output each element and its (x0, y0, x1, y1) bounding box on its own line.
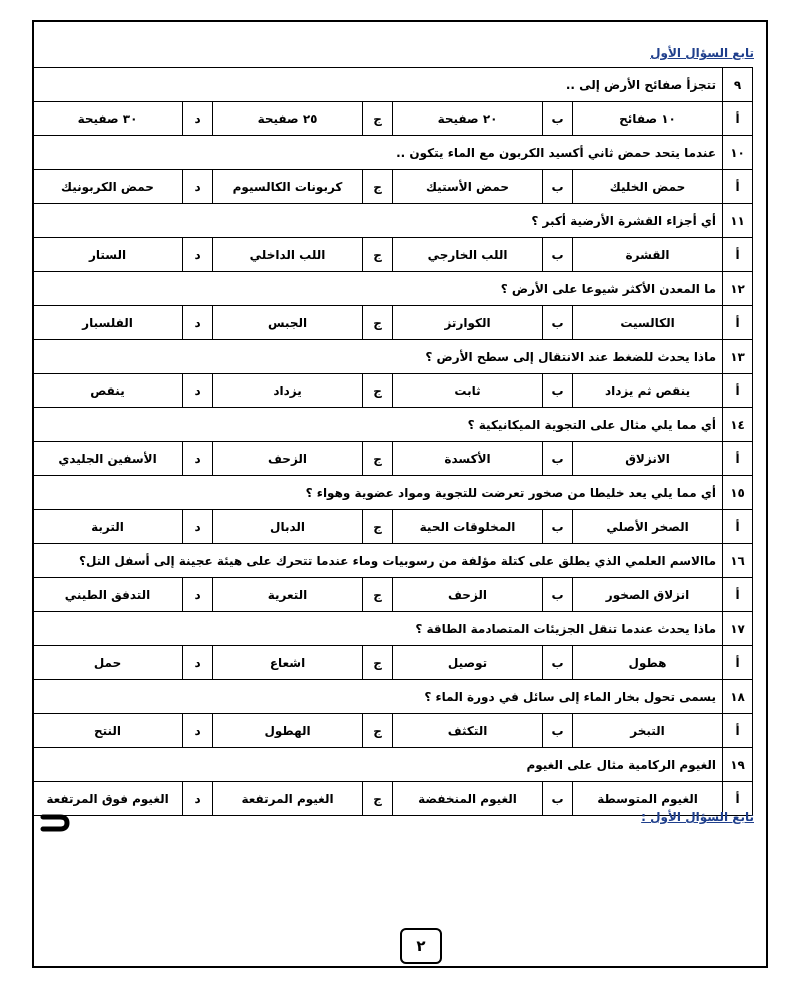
question-number: ١٦ (723, 544, 753, 578)
questions-table (32, 67, 753, 816)
question-number: ١٧ (723, 612, 753, 646)
option-letter-d: د (183, 238, 213, 272)
question-row (33, 544, 753, 578)
question-text: ماذا يحدث للضغط عند الانتقال إلى سطح الأرض ؟ (33, 340, 723, 374)
option-letter-c: ج (363, 238, 393, 272)
option-b: ٢٠ صفيحة (393, 102, 543, 136)
option-a: حمض الخليك (573, 170, 723, 204)
option-letter-b: ب (543, 306, 573, 340)
option-d: الفلسبار (33, 306, 183, 340)
question-row (33, 272, 753, 306)
option-letter-d: د (183, 510, 213, 544)
option-letter-c: ج (363, 374, 393, 408)
question-number: ١٠ (723, 136, 753, 170)
option-letter-d: د (183, 306, 213, 340)
answers-row (33, 374, 753, 408)
option-d: ينقص (33, 374, 183, 408)
option-b: المخلوقات الحية (393, 510, 543, 544)
question-text: أي أجزاء القشرة الأرضية أكبر ؟ (33, 204, 723, 238)
option-d: الغيوم فوق المرتفعة (33, 782, 183, 816)
answers-row (33, 238, 753, 272)
option-letter-c: ج (363, 510, 393, 544)
answers-row (33, 306, 753, 340)
option-a: هطول (573, 646, 723, 680)
question-row (33, 204, 753, 238)
option-a: الكالسيت (573, 306, 723, 340)
option-b: اللب الخارجي (393, 238, 543, 272)
option-a: ينقص ثم يزداد (573, 374, 723, 408)
answers-row (33, 646, 753, 680)
option-d: الستار (33, 238, 183, 272)
answers-row (33, 510, 753, 544)
option-d: التدفق الطيني (33, 578, 183, 612)
option-d: التربة (33, 510, 183, 544)
option-a: التبخر (573, 714, 723, 748)
question-number: ١٢ (723, 272, 753, 306)
option-letter-b: ب (543, 578, 573, 612)
option-b: الأكسدة (393, 442, 543, 476)
option-c: الدبال (213, 510, 363, 544)
option-c: اشعاع (213, 646, 363, 680)
option-letter-b: ب (543, 782, 573, 816)
option-letter-d: د (183, 578, 213, 612)
option-b: الزحف (393, 578, 543, 612)
question-row (33, 680, 753, 714)
question-text: تتجزأ صفائح الأرض إلى .. (33, 68, 723, 102)
option-d: حمل (33, 646, 183, 680)
option-a: انزلاق الصخور (573, 578, 723, 612)
continuation-heading-bottom: تابع السؤال الأول : (641, 810, 754, 824)
question-text: أي مما يلي مثال على التجوية الميكانيكية ؟ (33, 408, 723, 442)
continuation-heading-top: تابع السؤال الأول (650, 46, 754, 60)
option-a: الغيوم المتوسطة (573, 782, 723, 816)
option-a: الصخر الأصلي (573, 510, 723, 544)
option-letter-a: أ (723, 374, 753, 408)
option-c: الهطول (213, 714, 363, 748)
option-letter-a: أ (723, 578, 753, 612)
question-row (33, 476, 753, 510)
option-letter-d: د (183, 374, 213, 408)
page-number: ٢ (400, 928, 442, 964)
answers-row (33, 442, 753, 476)
option-b: حمض الأستيك (393, 170, 543, 204)
option-letter-c: ج (363, 170, 393, 204)
option-letter-d: د (183, 170, 213, 204)
question-text: ما المعدن الأكثر شيوعا على الأرض ؟ (33, 272, 723, 306)
answers-row (33, 170, 753, 204)
option-letter-a: أ (723, 782, 753, 816)
question-text: ماالاسم العلمي الذي يطلق على كتلة مؤلفة من رسوبيات وماء عندما تتحرك على هيئة عجينة إلى أسفل التل؟ (33, 544, 723, 578)
question-number: ١٨ (723, 680, 753, 714)
option-letter-b: ب (543, 442, 573, 476)
question-row (33, 408, 753, 442)
option-c: الجبس (213, 306, 363, 340)
question-number: ١٩ (723, 748, 753, 782)
option-a: ١٠ صفائح (573, 102, 723, 136)
option-letter-c: ج (363, 578, 393, 612)
option-letter-a: أ (723, 510, 753, 544)
question-text: ماذا يحدث عندما تنقل الجزيئات المتصادمة الطاقة ؟ (33, 612, 723, 646)
option-c: الغيوم المرتفعة (213, 782, 363, 816)
option-letter-b: ب (543, 510, 573, 544)
option-a: الانزلاق (573, 442, 723, 476)
option-c: كربونات الكالسيوم (213, 170, 363, 204)
option-d: حمض الكربونيك (33, 170, 183, 204)
question-text: الغيوم الركامية مثال على الغيوم (33, 748, 723, 782)
option-letter-b: ب (543, 374, 573, 408)
option-b: الغيوم المنخفضة (393, 782, 543, 816)
option-letter-b: ب (543, 646, 573, 680)
option-d: النتح (33, 714, 183, 748)
option-b: التكثف (393, 714, 543, 748)
option-letter-c: ج (363, 306, 393, 340)
option-a: القشرة (573, 238, 723, 272)
question-text: يسمى تحول بخار الماء إلى سائل في دورة الماء ؟ (33, 680, 723, 714)
option-b: الكوارتز (393, 306, 543, 340)
question-number: ١٤ (723, 408, 753, 442)
next-page-arrow-icon (40, 812, 70, 834)
question-row (33, 340, 753, 374)
option-c: ٢٥ صفيحة (213, 102, 363, 136)
option-letter-a: أ (723, 238, 753, 272)
option-letter-d: د (183, 442, 213, 476)
option-letter-a: أ (723, 442, 753, 476)
answers-row (33, 102, 753, 136)
option-b: ثابت (393, 374, 543, 408)
option-c: التعرية (213, 578, 363, 612)
option-letter-c: ج (363, 782, 393, 816)
option-letter-b: ب (543, 170, 573, 204)
answers-row (33, 578, 753, 612)
question-text: أي مما يلي يعد خليطا من صخور تعرضت للتجوية ومواد عضوية وهواء ؟ (33, 476, 723, 510)
option-letter-a: أ (723, 170, 753, 204)
option-letter-d: د (183, 646, 213, 680)
option-letter-a: أ (723, 646, 753, 680)
question-row (33, 748, 753, 782)
option-letter-b: ب (543, 714, 573, 748)
option-d: الأسفين الجليدي (33, 442, 183, 476)
option-c: يزداد (213, 374, 363, 408)
option-letter-c: ج (363, 646, 393, 680)
question-text: عندما يتحد حمض ثاني أكسيد الكربون مع الماء يتكون .. (33, 136, 723, 170)
question-number: ١٣ (723, 340, 753, 374)
option-letter-c: ج (363, 442, 393, 476)
question-number: ١١ (723, 204, 753, 238)
option-letter-d: د (183, 714, 213, 748)
option-letter-b: ب (543, 102, 573, 136)
option-c: الزحف (213, 442, 363, 476)
option-letter-a: أ (723, 714, 753, 748)
answers-row (33, 714, 753, 748)
option-c: اللب الداخلي (213, 238, 363, 272)
option-letter-d: د (183, 102, 213, 136)
question-number: ٩ (723, 68, 753, 102)
question-row (33, 68, 753, 102)
option-letter-a: أ (723, 306, 753, 340)
option-letter-b: ب (543, 238, 573, 272)
option-letter-c: ج (363, 714, 393, 748)
option-d: ٣٠ صفيحة (33, 102, 183, 136)
option-letter-d: د (183, 782, 213, 816)
question-number: ١٥ (723, 476, 753, 510)
question-row (33, 136, 753, 170)
option-letter-c: ج (363, 102, 393, 136)
question-row (33, 612, 753, 646)
option-b: توصيل (393, 646, 543, 680)
option-letter-a: أ (723, 102, 753, 136)
